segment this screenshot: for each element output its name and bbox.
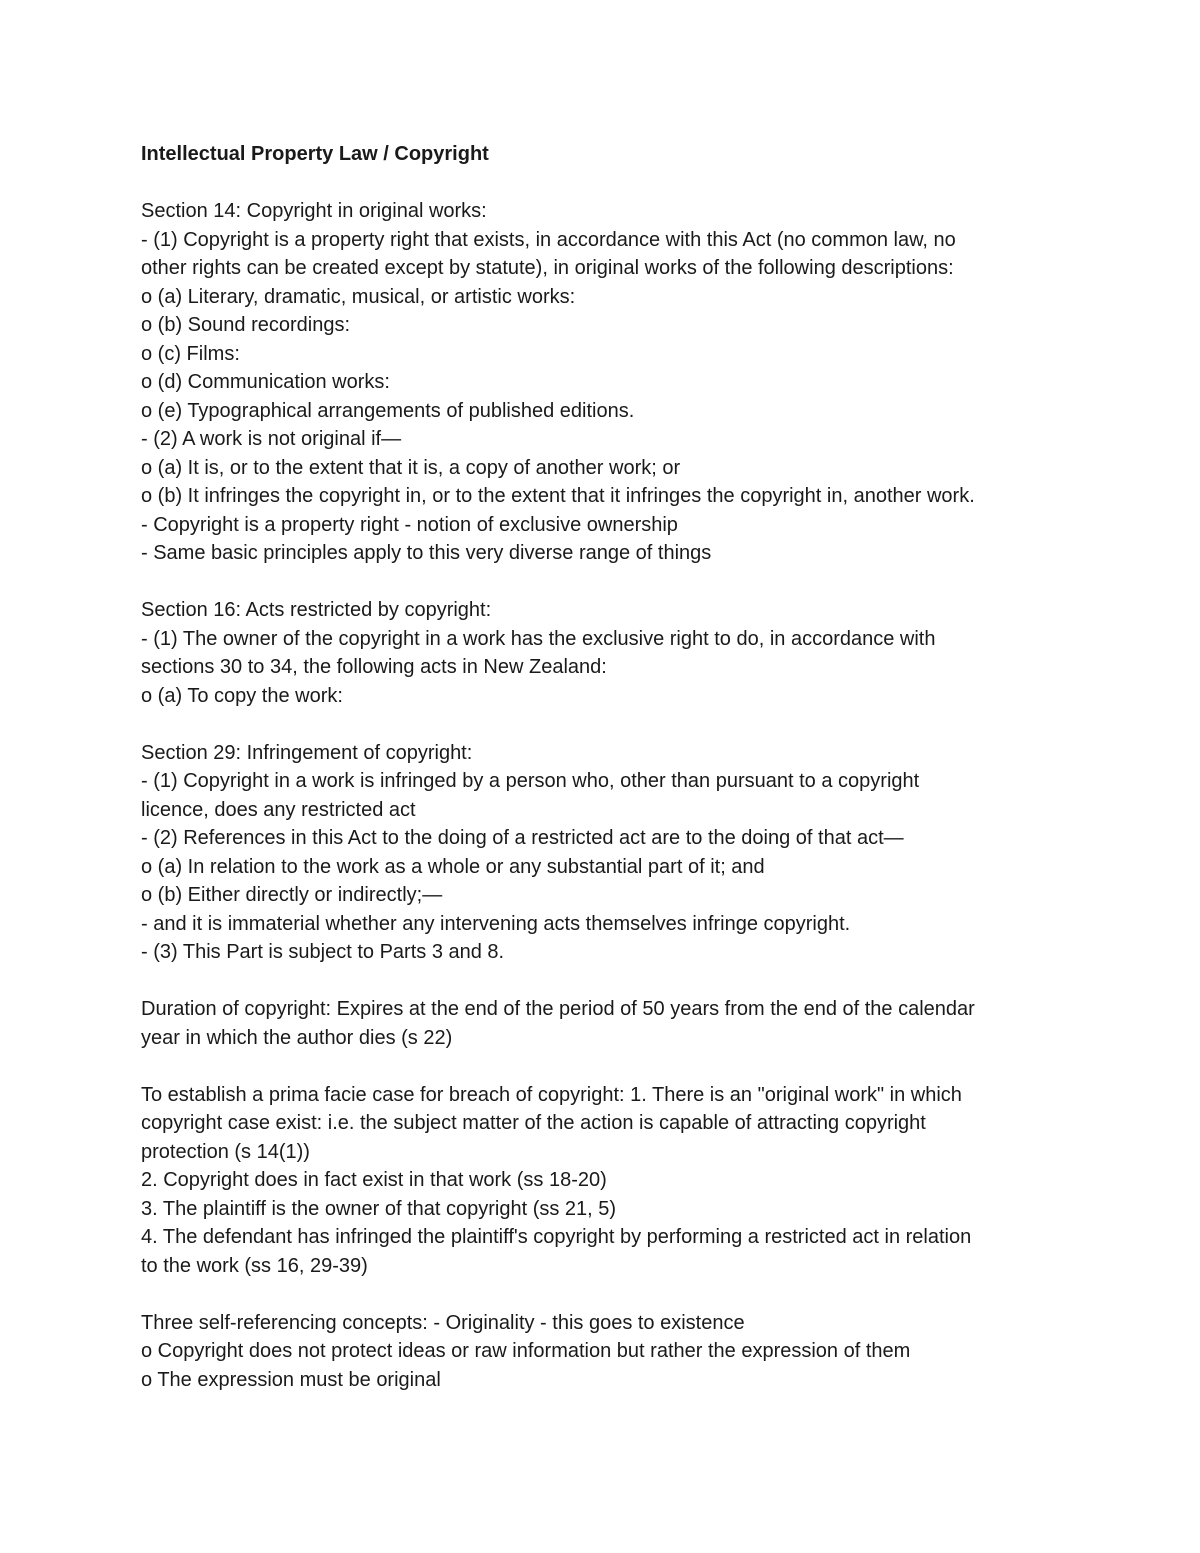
section-14-item-2-a: o (a) It is, or to the extent that it is, a copy of another work; or	[141, 456, 681, 479]
prima-facie-line-2: copyright case exist: i.e. the subject matter of the action is capable of attracting copyright	[141, 1112, 926, 1134]
spacer	[141, 568, 1061, 597]
spacer	[141, 967, 1061, 996]
spacer	[141, 1052, 1061, 1081]
section-29	[141, 739, 1061, 967]
section-14-sub-d: o (d) Communication works:	[141, 371, 390, 393]
spacer	[141, 169, 1061, 198]
concepts-paragraph	[141, 1309, 1061, 1395]
document-title: Intellectual Property Law / Copyright	[141, 143, 489, 165]
section-29-sub-b: o (b) Either directly or indirectly;—	[141, 884, 443, 906]
section-14-note-2: - Same basic principles apply to this very diverse range of things	[141, 542, 712, 564]
concepts-sub-1: o Copyright does not protect ideas or raw information but rather the expression of them	[141, 1340, 911, 1362]
section-16	[141, 596, 1061, 710]
section-14-sub-b: o (b) Sound recordings:	[141, 314, 351, 336]
section-14-item-2: - (2) A work is not original if—	[141, 428, 402, 450]
section-14-sub-c: o (c) Films:	[141, 342, 240, 365]
section-14-note-1: - Copyright is a property right - notion of exclusive ownership	[141, 513, 678, 536]
section-14-sub-e: o (e) Typographical arrangements of published editions.	[141, 399, 635, 422]
section-14	[141, 197, 1061, 568]
duration-line-2: year in which the author dies (s 22)	[141, 1026, 453, 1049]
section-29-item-1-line-1: - (1) Copyright in a work is infringed by a person who, other than pursuant to a copyright	[141, 770, 920, 792]
section-16-item-1-line-1: - (1) The owner of the copyright in a work has the exclusive right to do, in accordance with	[141, 627, 936, 650]
concepts-sub-2: o The expression must be original	[141, 1368, 441, 1391]
section-16-item-1-line-2: sections 30 to 34, the following acts in New Zealand:	[141, 656, 607, 678]
section-29-heading: Section 29: Infringement of copyright:	[141, 741, 473, 764]
concepts-line-1: Three self-referencing concepts: - Originality - this goes to existence	[141, 1311, 745, 1334]
prima-facie-point-4-line-1: 4. The defendant has infringed the plaintiff's copyright by performing a restricted act in relation	[141, 1226, 972, 1248]
section-16-sub-a: o (a) To copy the work:	[141, 684, 343, 707]
section-29-item-2: - (2) References in this Act to the doing of a restricted act are to the doing of that act—	[141, 827, 904, 849]
section-29-item-1-line-2: licence, does any restricted act	[141, 798, 416, 821]
section-16-heading: Section 16: Acts restricted by copyright:	[141, 599, 492, 621]
section-14-item-1-line-2: other rights can be created except by statute), in original works of the following descriptions:	[141, 257, 954, 279]
prima-facie-point-4-line-2: to the work (ss 16, 29-39)	[141, 1254, 368, 1277]
duration-paragraph	[141, 995, 1061, 1052]
section-29-sub-a: o (a) In relation to the work as a whole or any substantial part of it; and	[141, 855, 765, 878]
spacer	[141, 1280, 1061, 1309]
section-14-item-1-line-1: - (1) Copyright is a property right that exists, in accordance with this Act (no common law, no	[141, 228, 956, 251]
section-14-sub-a: o (a) Literary, dramatic, musical, or artistic works:	[141, 285, 576, 308]
section-14-heading: Section 14: Copyright in original works:	[141, 200, 487, 222]
section-29-note-1: - and it is immaterial whether any intervening acts themselves infringe copyright.	[141, 912, 851, 935]
prima-facie-point-3: 3. The plaintiff is the owner of that copyright (ss 21, 5)	[141, 1197, 617, 1220]
prima-facie-line-1: To establish a prima facie case for breach of copyright: 1. There is an "original work" in which	[141, 1083, 962, 1106]
section-29-item-3: - (3) This Part is subject to Parts 3 and 8.	[141, 941, 505, 963]
prima-facie-line-3: protection (s 14(1))	[141, 1140, 310, 1163]
duration-line-1: Duration of copyright: Expires at the end of the period of 50 years from the end of the calendar	[141, 998, 975, 1020]
section-14-item-2-b: o (b) It infringes the copyright in, or to the extent that it infringes the copyright in, another work.	[141, 485, 975, 507]
document-body	[141, 140, 1061, 1394]
prima-facie-point-2: 2. Copyright does in fact exist in that work (ss 18-20)	[141, 1169, 607, 1191]
prima-facie-paragraph	[141, 1081, 1061, 1281]
spacer	[141, 710, 1061, 739]
